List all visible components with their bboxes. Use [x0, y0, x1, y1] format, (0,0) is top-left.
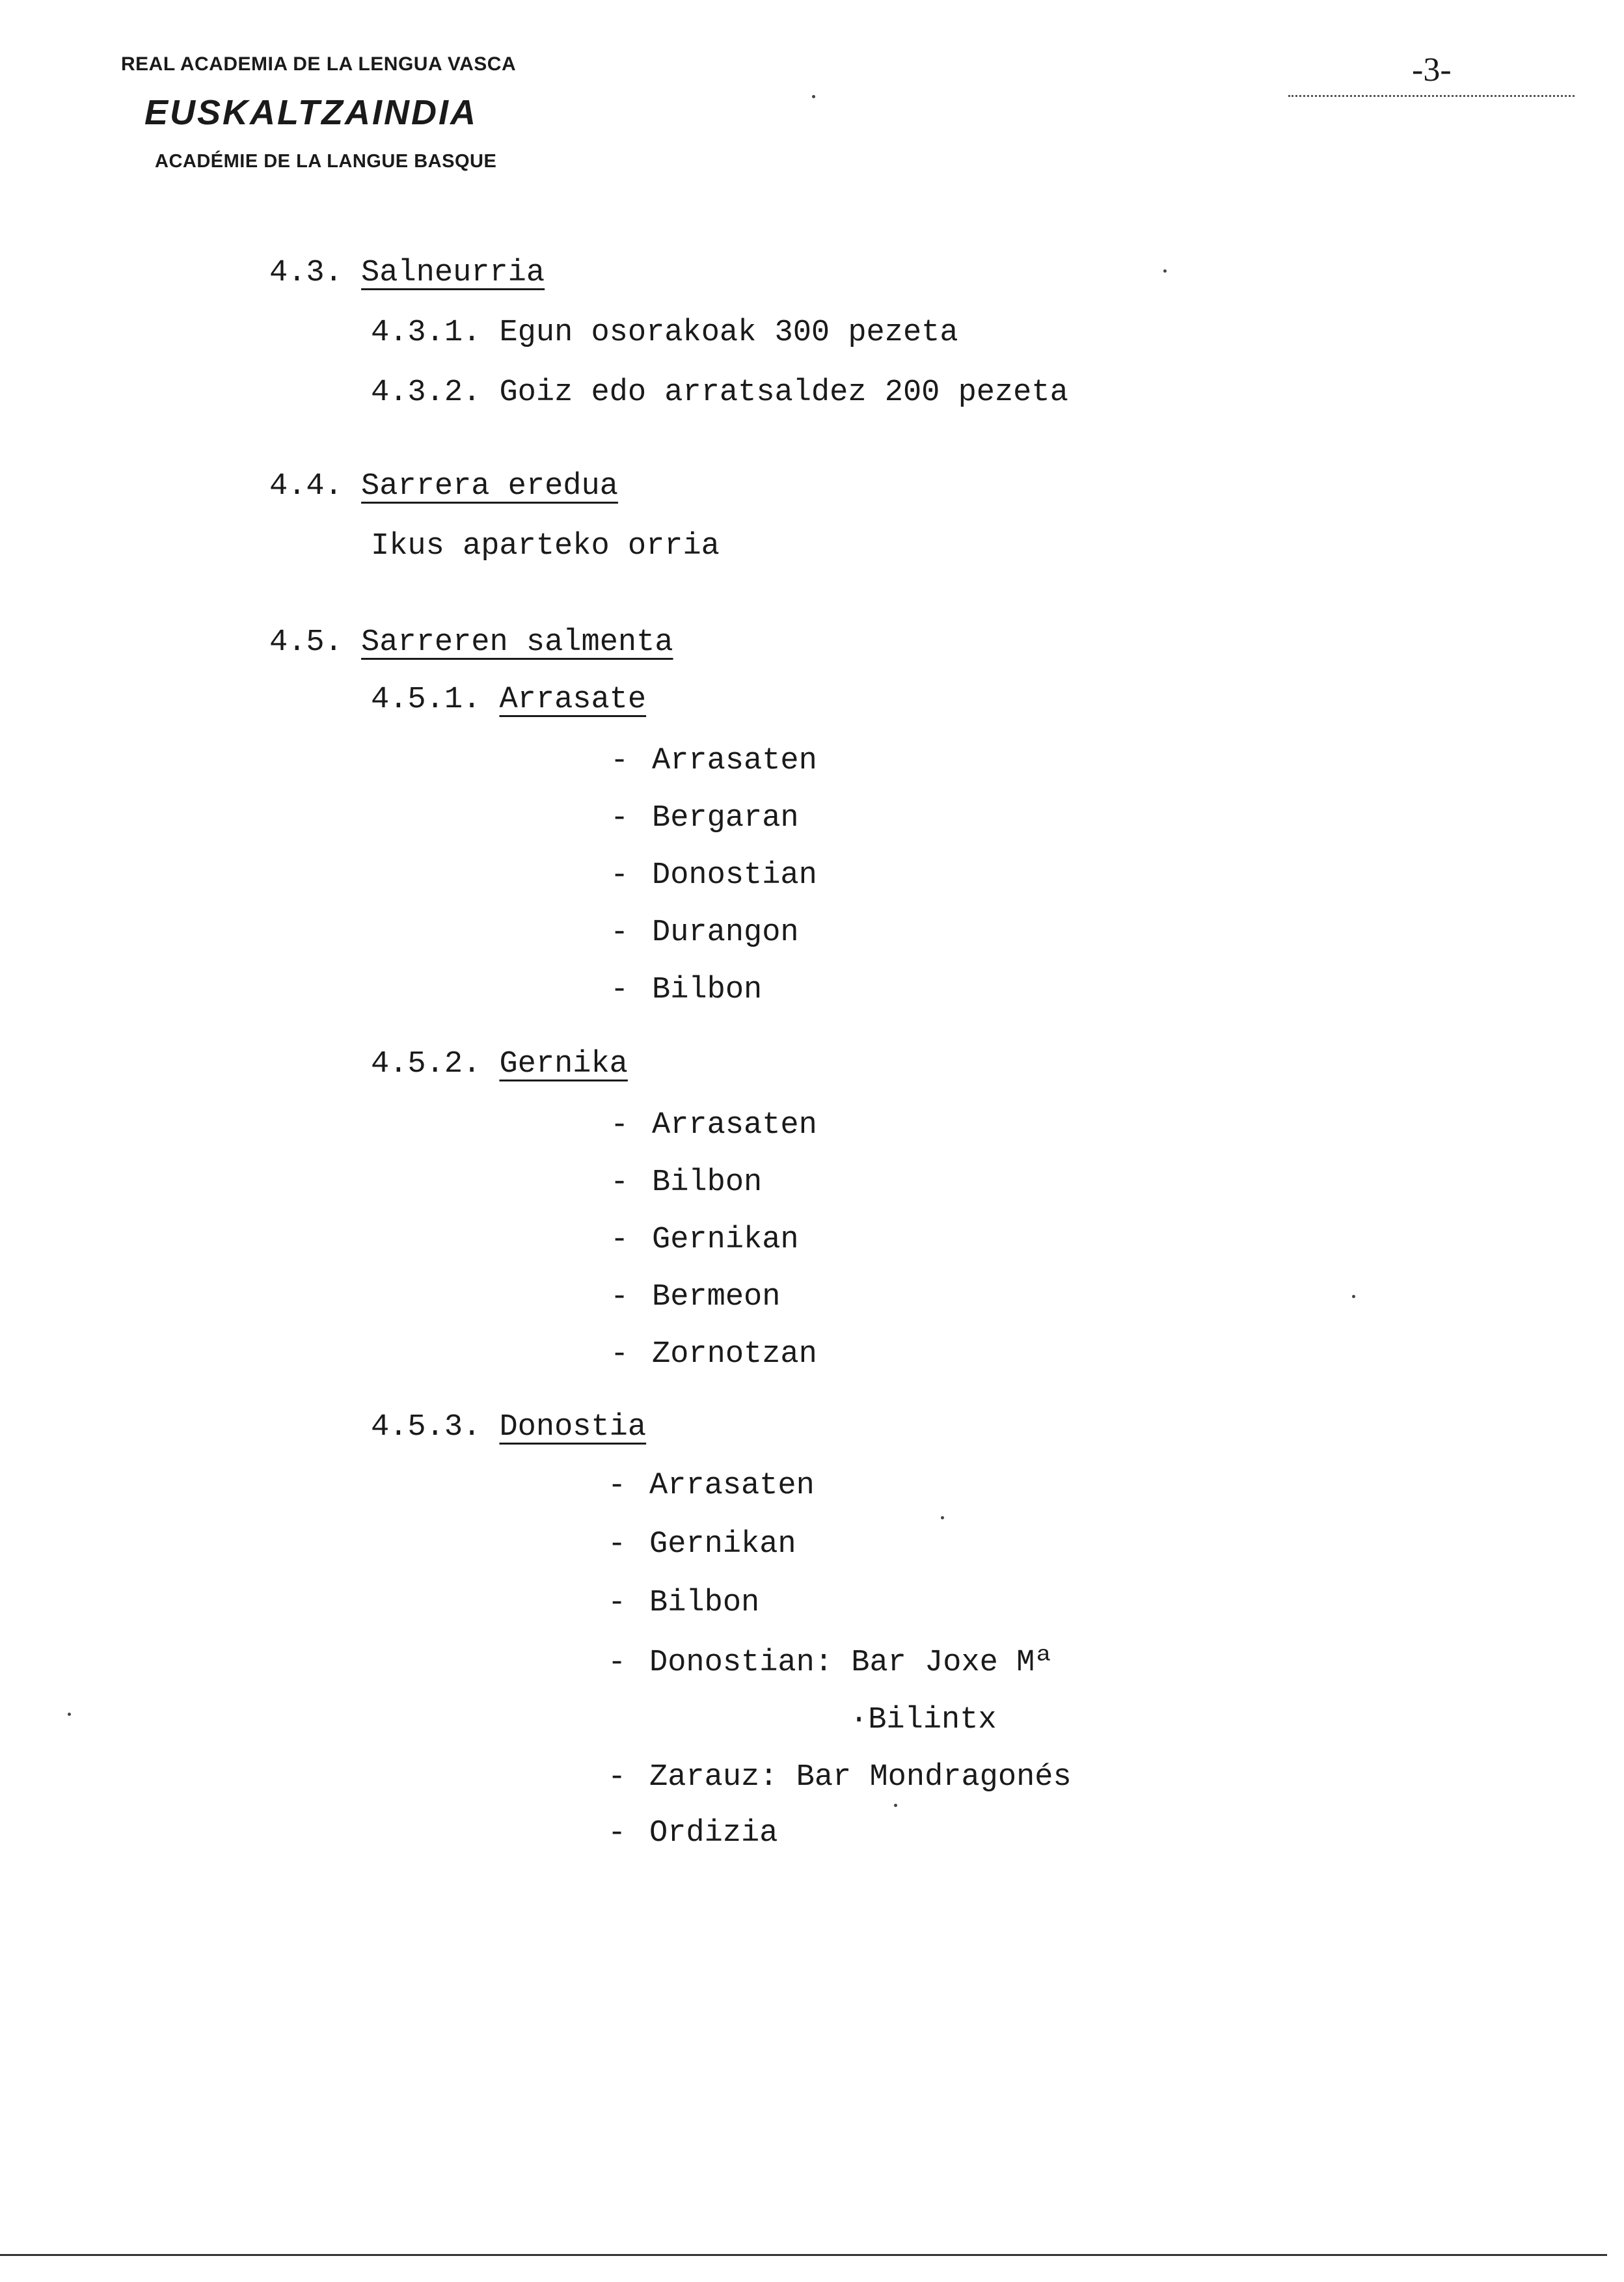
scan-speck	[1352, 1295, 1355, 1298]
list-item	[610, 746, 817, 776]
bullet-dash: -	[608, 1469, 627, 1503]
section-title: Sarrera eredua	[361, 469, 618, 504]
scan-speck	[812, 95, 815, 98]
section-heading-4-4	[269, 471, 618, 502]
bullet-dash: -	[610, 858, 629, 893]
bullet-dash: -	[608, 1760, 627, 1795]
list-item	[371, 377, 1068, 408]
item-text: Zornotzan	[652, 1337, 817, 1372]
letterhead-spanish: REAL ACADEMIA DE LA LENGUA VASCA	[121, 53, 517, 75]
scan-speck	[1163, 269, 1167, 273]
list-item	[608, 1648, 1053, 1678]
item-text: Gernikan	[649, 1527, 796, 1562]
list-item	[608, 1529, 796, 1560]
item-number: 4.3.1.	[371, 316, 481, 350]
page-number: -3-	[1412, 51, 1452, 88]
item-text: Bermeon	[652, 1280, 781, 1314]
subsection-title: Gernika	[499, 1047, 628, 1081]
list-item	[610, 1225, 799, 1255]
item-number: 4.3.2.	[371, 375, 481, 410]
item-text: Donostian	[652, 858, 817, 893]
bottom-rule	[0, 2254, 1607, 2256]
list-item	[608, 1818, 778, 1849]
item-text: Arrasaten	[652, 744, 817, 778]
list-item	[608, 1762, 1072, 1793]
bullet-dash: -	[610, 1108, 629, 1143]
bullet-dash: -	[608, 1646, 627, 1680]
list-item	[610, 1110, 817, 1141]
item-text: Donostian: Bar Joxe Mª	[649, 1646, 1053, 1680]
subsection-title: Arrasate	[499, 683, 647, 717]
list-item	[610, 803, 799, 834]
letterhead-french: ACADÉMIE DE LA LANGUE BASQUE	[155, 151, 497, 172]
list-item-continuation: ·Bilintx	[850, 1703, 997, 1737]
item-text: Arrasaten	[649, 1469, 815, 1503]
bullet-dash: -	[608, 1816, 627, 1851]
item-text: Bilbon	[649, 1586, 760, 1620]
letterhead-basque: EUSKALTZAINDIA	[144, 93, 478, 132]
bullet-dash: -	[610, 1337, 629, 1372]
scan-speck	[894, 1804, 897, 1807]
item-text: Ordizia	[649, 1816, 778, 1851]
list-item	[608, 1588, 759, 1618]
scan-speck	[941, 1516, 944, 1519]
list-item	[610, 1282, 780, 1312]
bullet-dash: -	[608, 1586, 627, 1620]
scan-speck	[68, 1713, 71, 1716]
item-text: Bergaran	[652, 801, 799, 835]
item-text: Gernikan	[652, 1223, 799, 1257]
list-item	[610, 1339, 817, 1370]
subsection-title: Donostia	[499, 1410, 647, 1445]
bullet-dash: -	[610, 1223, 629, 1257]
subsection-heading-4-5-1	[371, 685, 646, 715]
item-text: Bilbon	[652, 973, 763, 1007]
list-item	[608, 1471, 815, 1501]
section-title: Sarreren salmenta	[361, 625, 673, 660]
bullet-dash: -	[610, 1165, 629, 1200]
subsection-heading-4-5-2	[371, 1049, 628, 1080]
bullet-dash: -	[610, 801, 629, 835]
bullet-dash: -	[610, 973, 629, 1007]
bullet-dash: -	[610, 744, 629, 778]
section-number: 4.5.	[269, 625, 343, 660]
page-number-rule	[1288, 95, 1575, 97]
section-text: Ikus aparteko orria	[371, 529, 720, 564]
section-heading-4-5	[269, 627, 673, 658]
list-item	[371, 318, 958, 348]
section-title: Salneurria	[361, 256, 545, 290]
section-heading-4-3	[269, 258, 545, 288]
item-text: Goiz edo arratsaldez 200 pezeta	[499, 375, 1068, 410]
bullet-dash: -	[608, 1527, 627, 1562]
section-number: 4.3.	[269, 256, 343, 290]
item-text: Egun osorakoak 300 pezeta	[499, 316, 958, 350]
list-item	[610, 975, 762, 1005]
bullet-dash: -	[610, 1280, 629, 1314]
list-item	[610, 1167, 762, 1198]
item-text: Durangon	[652, 916, 799, 950]
subsection-number: 4.5.3.	[371, 1410, 481, 1445]
bullet-dash: -	[610, 916, 629, 950]
list-item	[610, 917, 799, 948]
list-item	[610, 860, 817, 891]
item-text: Zarauz: Bar Mondragonés	[649, 1760, 1072, 1795]
subsection-number: 4.5.2.	[371, 1047, 481, 1081]
item-text: Bilbon	[652, 1165, 763, 1200]
section-number: 4.4.	[269, 469, 343, 504]
item-text: Arrasaten	[652, 1108, 817, 1143]
subsection-number: 4.5.1.	[371, 683, 481, 717]
subsection-heading-4-5-3	[371, 1412, 646, 1443]
